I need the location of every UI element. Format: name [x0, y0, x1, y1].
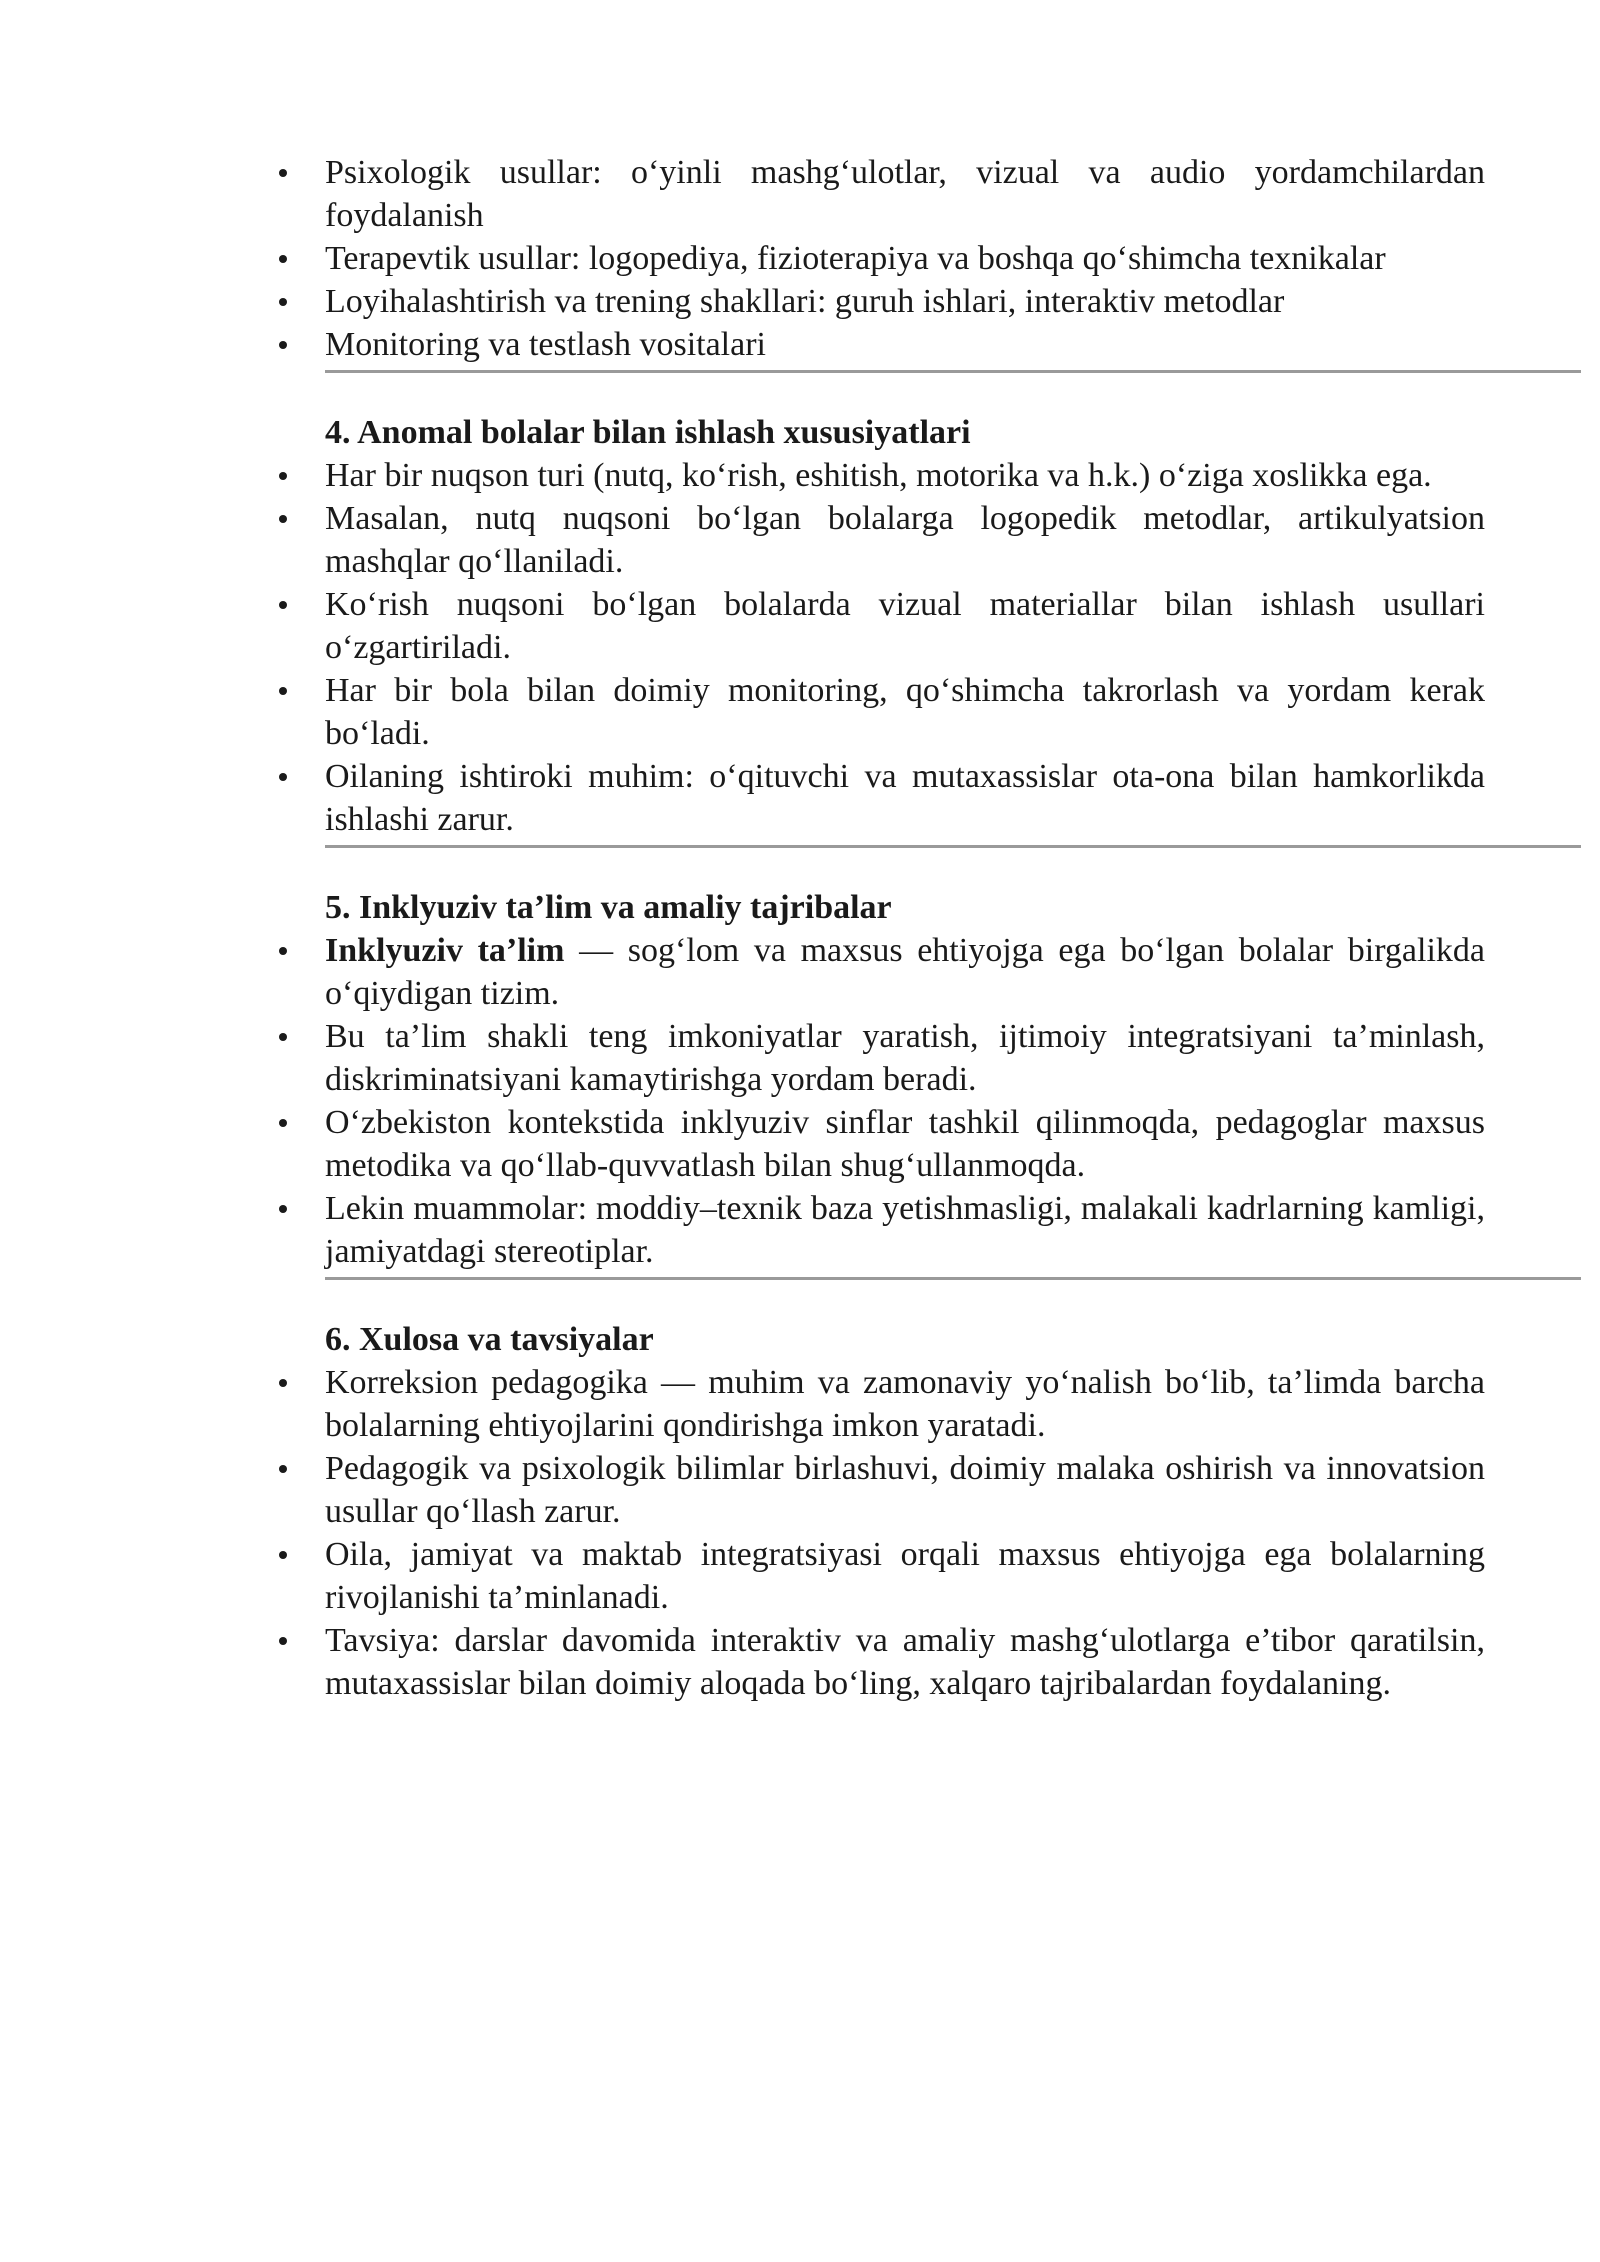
bullet-dot-icon: [279, 601, 287, 609]
list-item-text: Terapevtik usullar: logopediya, fizioterapiya va boshqa qo‘shimcha texnikalar: [325, 240, 1386, 277]
bullet-dot-icon: [279, 1205, 287, 1213]
bullet-dot-icon: [279, 515, 287, 523]
list-item-text: Har bir bola bilan doimiy monitoring, qo‘shimcha takrorlash va yordam kerak bo‘ladi.: [325, 672, 1485, 752]
list-item: [325, 454, 1485, 497]
list-item-text: Psixologik usullar: o‘yinli mashg‘ulotlar, vizual va audio yordamchilardan foydalanish: [325, 154, 1485, 234]
bullet-dot-icon: [279, 1637, 287, 1645]
list-item-text: Masalan, nutq nuqsoni bo‘lgan bolalarga logopedik metodlar, artikulyatsion mashqlar qo‘llaniladi.: [325, 500, 1485, 580]
list-item: [325, 280, 1485, 323]
list-item: [325, 669, 1485, 755]
bullet-dot-icon: [279, 1551, 287, 1559]
list-item: [325, 1619, 1485, 1705]
document-section: [325, 151, 1485, 373]
document-section: [325, 1318, 1485, 1705]
bullet-dot-icon: [279, 472, 287, 480]
bullet-dot-icon: [279, 1465, 287, 1473]
list-item: [325, 583, 1485, 669]
list-item: [325, 151, 1485, 237]
document-content: [325, 151, 1485, 1705]
list-item-text: Oila, jamiyat va maktab integratsiyasi orqali maxsus ehtiyojga ega bolalarning rivojlanishi ta’minlanadi.: [325, 1536, 1485, 1616]
list-item-text: Lekin muammolar: moddiy–texnik baza yetishmasligi, malakali kadrlarning kamligi, jamiyatdagi stereotiplar.: [325, 1190, 1485, 1270]
bullet-list: [325, 929, 1485, 1273]
list-item: [325, 1533, 1485, 1619]
list-item: [325, 929, 1485, 1015]
section-heading: 5. Inklyuziv ta’lim va amaliy tajribalar: [325, 889, 892, 926]
bullet-dot-icon: [279, 947, 287, 955]
list-item-text: Bu ta’lim shakli teng imkoniyatlar yaratish, ijtimoiy integratsiyani ta’minlash, diskriminatsiyani kamaytirishga yordam beradi.: [325, 1018, 1485, 1098]
list-item: [325, 1101, 1485, 1187]
list-item: [325, 497, 1485, 583]
list-item-text: O‘zbekiston kontekstida inklyuziv sinflar tashkil qilinmoqda, pedagoglar maxsus metodika va qo‘llab-quvvatlash bilan shug‘ullanmoqda.: [325, 1104, 1485, 1184]
section-heading: 4. Anomal bolalar bilan ishlash xususiyatlari: [325, 414, 971, 451]
list-item: [325, 1361, 1485, 1447]
bullet-dot-icon: [279, 1119, 287, 1127]
bullet-dot-icon: [279, 169, 287, 177]
bullet-dot-icon: [279, 687, 287, 695]
term-lead: Inklyuziv ta’lim: [325, 932, 565, 969]
list-item: [325, 237, 1485, 280]
bullet-dot-icon: [279, 773, 287, 781]
bullet-dot-icon: [279, 1033, 287, 1041]
bullet-dot-icon: [279, 341, 287, 349]
list-item-text: Oilaning ishtiroki muhim: o‘qituvchi va mutaxassislar ota-ona bilan hamkorlikda ishlashi zarur.: [325, 758, 1485, 838]
list-item: [325, 755, 1485, 841]
list-item-text: Loyihalashtirish va trening shakllari: guruh ishlari, interaktiv metodlar: [325, 283, 1285, 320]
list-item-text: Monitoring va testlash vositalari: [325, 326, 766, 363]
section-divider: [325, 370, 1581, 373]
list-item-text: Pedagogik va psixologik bilimlar birlashuvi, doimiy malaka oshirish va innovatsion usullar qo‘llash zarur.: [325, 1450, 1485, 1530]
bullet-list: [325, 151, 1485, 366]
section-divider: [325, 1277, 1581, 1280]
section-divider: [325, 845, 1581, 848]
list-item: [325, 1187, 1485, 1273]
bullet-list: [325, 454, 1485, 841]
list-item-text: Korreksion pedagogika — muhim va zamonaviy yo‘nalish bo‘lib, ta’limda barcha bolalarning ehtiyojlarini qondirishga imkon yaratadi.: [325, 1364, 1485, 1444]
bullet-list: [325, 1361, 1485, 1705]
section-heading: 6. Xulosa va tavsiyalar: [325, 1321, 654, 1358]
document-section: [325, 411, 1485, 848]
list-item-text: — sog‘lom va maxsus ehtiyojga ega bo‘lgan bolalar birgalikda o‘qiydigan tizim.: [325, 932, 1485, 1012]
bullet-dot-icon: [279, 1379, 287, 1387]
bullet-dot-icon: [279, 255, 287, 263]
list-item-text: Ko‘rish nuqsoni bo‘lgan bolalarda vizual materiallar bilan ishlash usullari o‘zgartiriladi.: [325, 586, 1485, 666]
bullet-dot-icon: [279, 298, 287, 306]
list-item-text: Har bir nuqson turi (nutq, ko‘rish, eshitish, motorika va h.k.) o‘ziga xoslikka ega.: [325, 457, 1432, 494]
document-section: [325, 886, 1485, 1280]
list-item: [325, 323, 1485, 366]
list-item: [325, 1447, 1485, 1533]
list-item: [325, 1015, 1485, 1101]
list-item-text: Tavsiya: darslar davomida interaktiv va amaliy mashg‘ulotlarga e’tibor qaratilsin, mutaxassislar bilan doimiy aloqada bo‘ling, xalqaro tajribalardan foydalaning.: [325, 1622, 1485, 1702]
